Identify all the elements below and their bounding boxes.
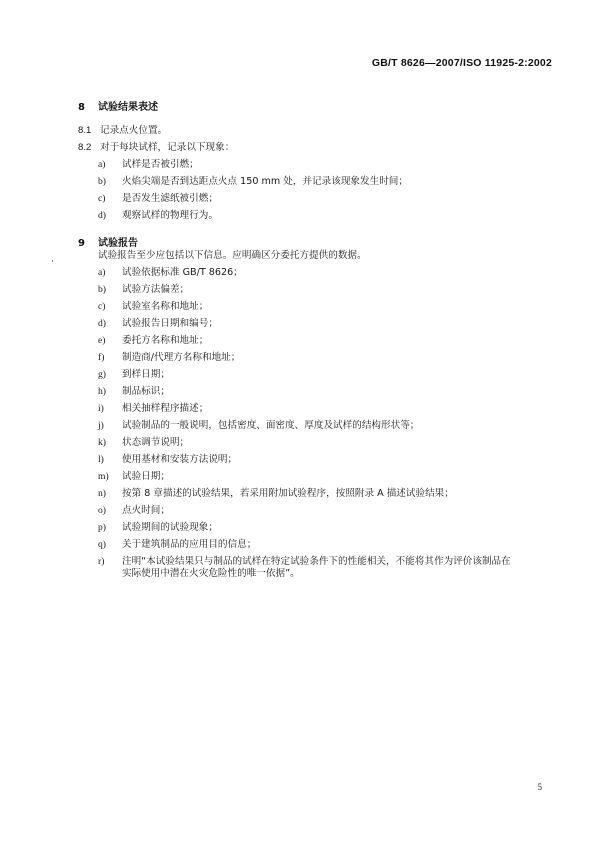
clause-text: 记录点火位置。 — [100, 125, 168, 136]
list-item: a) 试验依据标准 GB/T 8626； — [98, 267, 243, 278]
list-item: g) 到样日期； — [98, 369, 170, 380]
list-item: l) 使用基材和安装方法说明； — [98, 454, 238, 465]
section-number: 9 — [78, 238, 85, 249]
clause-8-2 — [78, 142, 234, 154]
list-item: o) 点火时间； — [98, 505, 170, 516]
list-item: j) 试验制品的一般说明，包括密度、面密度、厚度及试样的结构形状等； — [98, 420, 420, 431]
list-item: e) 委托方名称和地址； — [98, 335, 209, 346]
standard-code-header: GB/T 8626—2007/ISO 11925-2:2002 — [371, 57, 552, 69]
list-item: f) 制造商/代理方名称和地址； — [98, 352, 241, 363]
list-item: d) 观察试样的物理行为。 — [98, 210, 218, 221]
list-item: n) 按第 8 章描述的试验结果，若采用附加试验程序，按照附录 A 描述试验结果； — [98, 488, 454, 499]
list-item: c) 试验室名称和地址； — [98, 301, 209, 312]
report-intro: 试验报告至少应包括以下信息。应明确区分委托方提供的数据。 — [98, 250, 367, 261]
clause-text: 对于每块试样，记录以下现象： — [100, 142, 235, 153]
list-item: p) 试验期间的试验现象； — [98, 522, 218, 533]
list-item: d) 试验报告日期和编号； — [98, 318, 218, 329]
list-item: r) 注明“本试验结果只与制品的试样在特定试验条件下的性能相关，不能将其作为评价该制品在 实际使用中潜在火灾危险性的唯一依据”。 — [98, 556, 511, 579]
list-item: a) 试样是否被引燃； — [98, 159, 199, 170]
list-item: c) 是否发生滤纸被引燃； — [98, 193, 218, 204]
section-8-heading — [78, 98, 158, 113]
section-9-heading — [78, 234, 138, 249]
list-item: i) 相关抽样程序描述； — [98, 403, 209, 414]
section-title: 试验报告 — [98, 238, 138, 249]
section-title: 试验结果表述 — [98, 102, 158, 113]
list-item: q) 关于建筑制品的应用目的信息； — [98, 539, 257, 550]
section-number: 8 — [78, 102, 85, 113]
page-number: 5 — [537, 782, 542, 792]
clause-8-1 — [78, 125, 167, 137]
scan-speck — [52, 260, 53, 262]
list-item: b) 火焰尖端是否到达距点火点 150 mm 处，并记录该现象发生时间； — [98, 176, 408, 187]
list-item: h) 制品标识； — [98, 386, 170, 397]
list-item-continuation: 实际使用中潜在火灾危险性的唯一依据”。 — [122, 568, 300, 579]
list-item: k) 状态调节说明； — [98, 437, 190, 448]
list-item: m) 试验日期； — [98, 471, 170, 482]
clause-number: 8.1 — [78, 125, 92, 136]
clause-number: 8.2 — [78, 142, 92, 153]
list-item: b) 试验方法偏差； — [98, 284, 190, 295]
